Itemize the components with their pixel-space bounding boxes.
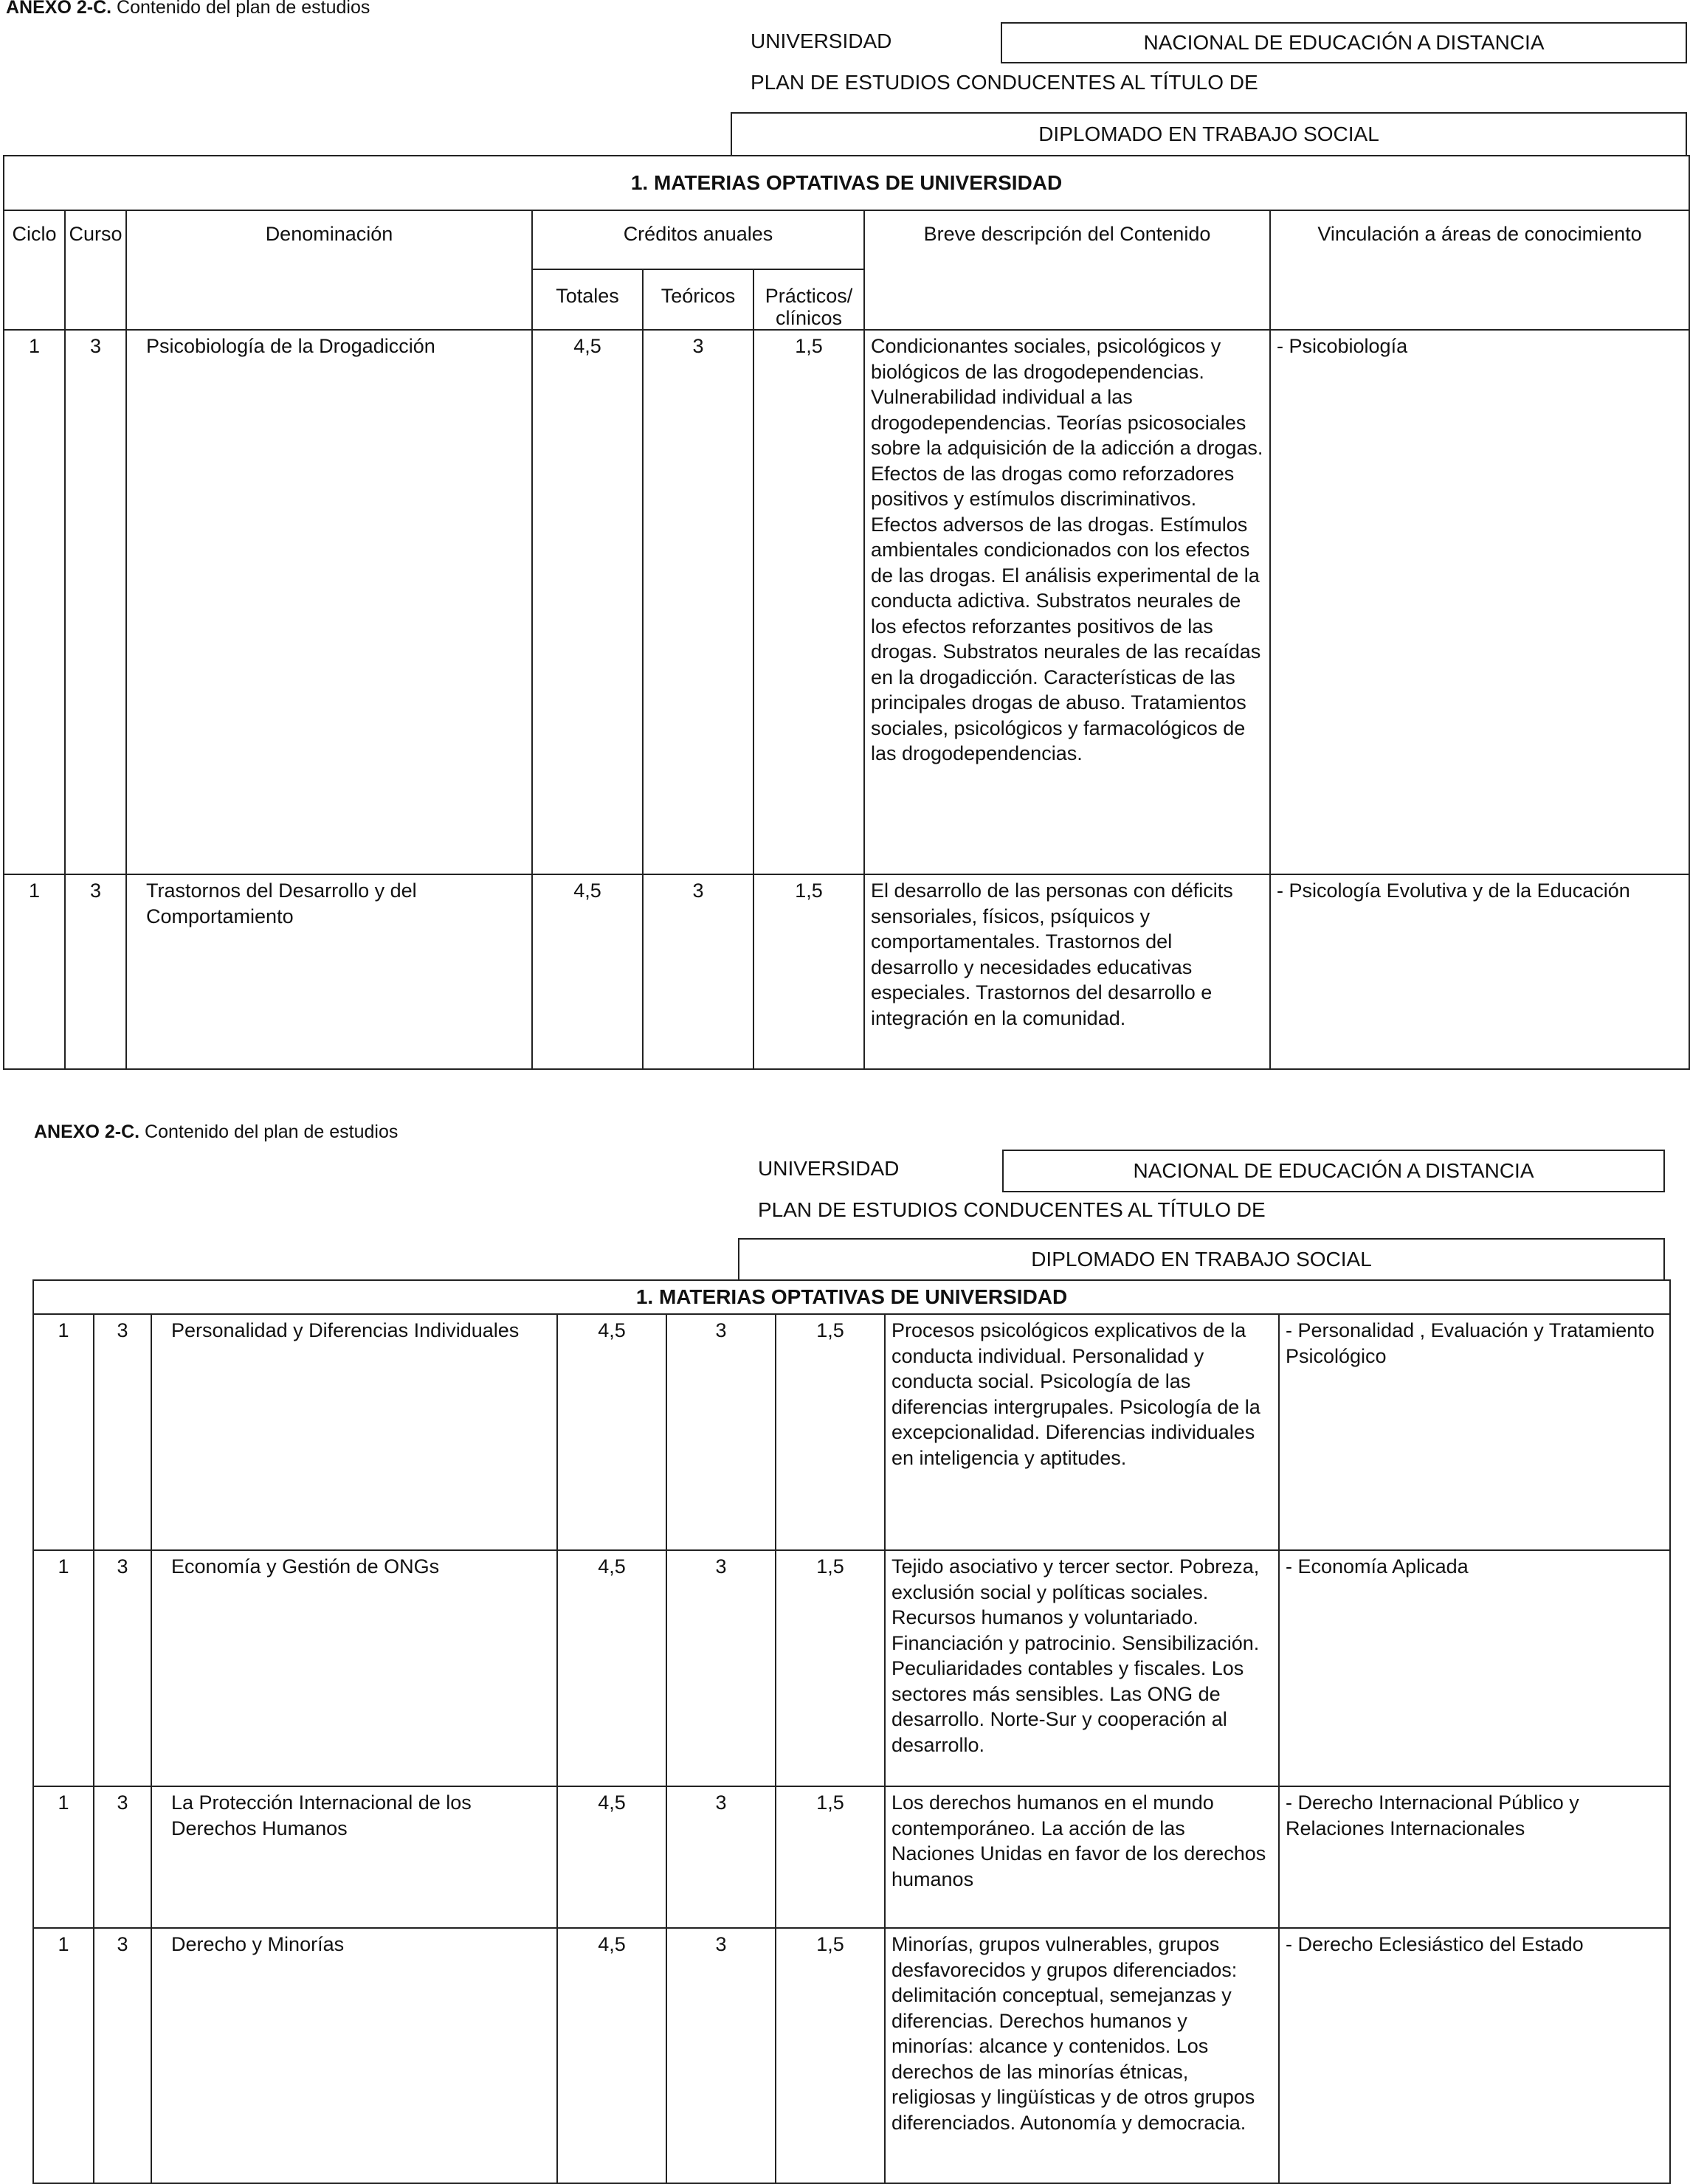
anexo-heading <box>6 0 370 18</box>
cell-curso: 3 <box>94 1314 151 1550</box>
materias-table-1 <box>3 155 1690 1070</box>
cell-curso: 3 <box>94 1928 151 2183</box>
cell-area: - Derecho Internacional Público y Relaciones Internacionales <box>1279 1786 1670 1928</box>
cell-ciclo: 1 <box>33 1928 94 2183</box>
table-row <box>4 330 1689 874</box>
universidad-value-box <box>1001 22 1687 63</box>
cell-practicos: 1,5 <box>753 874 864 1069</box>
cell-totales: 4,5 <box>557 1928 666 2183</box>
cell-teoricos: 3 <box>666 1786 776 1928</box>
cell-ciclo: 1 <box>4 874 65 1069</box>
cell-practicos: 1,5 <box>776 1550 885 1786</box>
cell-descripcion: Procesos psicológicos explicativos de la conducta individual. Personalidad y conducta social. Psicología de las diferencias intergrupales. Psicología de la excepcionalidad. Diferencias individuales en inteligencia y aptitudes. <box>885 1314 1279 1550</box>
col-ciclo: Ciclo <box>4 210 65 330</box>
table-title: 1. MATERIAS OPTATIVAS DE UNIVERSIDAD <box>4 156 1689 210</box>
col-curso: Curso <box>65 210 126 330</box>
cell-curso: 3 <box>94 1550 151 1786</box>
col-totales: Totales <box>532 269 643 330</box>
cell-denominacion: Derecho y Minorías <box>151 1928 557 2183</box>
cell-practicos: 1,5 <box>776 1314 885 1550</box>
cell-denominacion: Trastornos del Desarrollo y del Comportamiento <box>126 874 532 1069</box>
universidad-label: UNIVERSIDAD <box>751 30 892 52</box>
cell-ciclo: 1 <box>33 1550 94 1786</box>
cell-totales: 4,5 <box>557 1314 666 1550</box>
cell-ciclo: 1 <box>4 330 65 874</box>
cell-practicos: 1,5 <box>776 1928 885 2183</box>
col-vinculacion: Vinculación a áreas de conocimiento <box>1270 210 1689 330</box>
table-row <box>33 1928 1670 2183</box>
cell-curso: 3 <box>65 330 126 874</box>
table-title: 1. MATERIAS OPTATIVAS DE UNIVERSIDAD <box>33 1280 1670 1314</box>
cell-curso: 3 <box>65 874 126 1069</box>
cell-totales: 4,5 <box>532 330 643 874</box>
cell-denominacion: Personalidad y Diferencias Individuales <box>151 1314 557 1550</box>
cell-descripcion: Condicionantes sociales, psicológicos y biológicos de las drogodependencias. Vulnerabilidad individual a las drogodependencias. Teorías psicosociales sobre la adquisición de la adicción a drogas. Efectos de las drogas como reforzadores positivos y estímulos discriminativos. Efectos adversos de las drogas. Estímulos ambientales condicionados con los efectos de las drogas. El análisis experimental de la conducta adictiva. Substratos neurales de los efectos reforzantes positivos de las drogas. Substratos neurales de las recaídas en la drogadicción. Características de las principales drogas de abuso. Tratamientos sociales, psicológicos y farmacológicos de las drogodependencias. <box>864 330 1270 874</box>
cell-teoricos: 3 <box>666 1550 776 1786</box>
cell-area: - Psicobiología <box>1270 330 1689 874</box>
cell-descripcion: Tejido asociativo y tercer sector. Pobreza, exclusión social y políticas sociales. Recursos humanos y voluntariado. Financiación y patrocinio. Sensibilización. Peculiaridades contables y fiscales. Los sectores más sensibles. Las ONG de desarrollo. Norte-Sur y cooperación al desarrollo. <box>885 1550 1279 1786</box>
cell-denominacion: La Protección Internacional de los Derechos Humanos <box>151 1786 557 1928</box>
table-row <box>33 1786 1670 1928</box>
titulo-value: DIPLOMADO EN TRABAJO SOCIAL <box>1038 122 1379 145</box>
col-descripcion: Breve descripción del Contenido <box>864 210 1270 330</box>
col-creditos: Créditos anuales <box>532 210 864 269</box>
anexo-text: Contenido del plan de estudios <box>117 0 370 18</box>
titulo-value: DIPLOMADO EN TRABAJO SOCIAL <box>1031 1248 1372 1271</box>
universidad-value: NACIONAL DE EDUCACIÓN A DISTANCIA <box>1133 1159 1534 1182</box>
table-row <box>33 1314 1670 1550</box>
cell-teoricos: 3 <box>643 874 753 1069</box>
cell-descripcion: Minorías, grupos vulnerables, grupos desfavorecidos y grupos diferenciados: delimitación conceptual, semejanzas y diferencias. Derechos humanos y minorías: alcance y contenidos. Los derechos de las minorías étnicas, religiosas y lingüísticas y de otros grupos diferenciados. Autonomía y democracia. <box>885 1928 1279 2183</box>
anexo-label: ANEXO 2-C. <box>6 0 112 18</box>
cell-area: - Psicología Evolutiva y de la Educación <box>1270 874 1689 1069</box>
col-denominacion: Denominación <box>126 210 532 330</box>
col-teoricos: Teóricos <box>643 269 753 330</box>
universidad-value: NACIONAL DE EDUCACIÓN A DISTANCIA <box>1143 31 1545 54</box>
cell-teoricos: 3 <box>643 330 753 874</box>
anexo-heading <box>34 1122 398 1143</box>
cell-ciclo: 1 <box>33 1314 94 1550</box>
cell-area: - Personalidad , Evaluación y Tratamiento Psicológico <box>1279 1314 1670 1550</box>
cell-descripcion: Los derechos humanos en el mundo contemporáneo. La acción de las Naciones Unidas en favor de los derechos humanos <box>885 1786 1279 1928</box>
cell-denominacion: Psicobiología de la Drogadicción <box>126 330 532 874</box>
cell-totales: 4,5 <box>557 1550 666 1786</box>
table-row <box>4 874 1689 1069</box>
cell-teoricos: 3 <box>666 1314 776 1550</box>
universidad-label: UNIVERSIDAD <box>758 1157 900 1180</box>
cell-area: - Economía Aplicada <box>1279 1550 1670 1786</box>
titulo-value-box <box>731 112 1687 155</box>
cell-curso: 3 <box>94 1786 151 1928</box>
anexo-text: Contenido del plan de estudios <box>145 1122 399 1142</box>
cell-ciclo: 1 <box>33 1786 94 1928</box>
cell-practicos: 1,5 <box>776 1786 885 1928</box>
anexo-label: ANEXO 2-C. <box>34 1122 140 1142</box>
cell-totales: 4,5 <box>532 874 643 1069</box>
plan-label: PLAN DE ESTUDIOS CONDUCENTES AL TÍTULO DE <box>758 1198 1266 1221</box>
titulo-value-box <box>738 1238 1665 1279</box>
plan-label: PLAN DE ESTUDIOS CONDUCENTES AL TÍTULO DE <box>751 71 1258 94</box>
cell-denominacion: Economía y Gestión de ONGs <box>151 1550 557 1786</box>
col-practicos: Prácticos/ clínicos <box>753 269 864 330</box>
cell-teoricos: 3 <box>666 1928 776 2183</box>
cell-totales: 4,5 <box>557 1786 666 1928</box>
cell-area: - Derecho Eclesiástico del Estado <box>1279 1928 1670 2183</box>
table-row <box>33 1550 1670 1786</box>
universidad-value-box <box>1002 1150 1665 1192</box>
cell-practicos: 1,5 <box>753 330 864 874</box>
materias-table-2 <box>32 1279 1671 2184</box>
cell-descripcion: El desarrollo de las personas con déficits sensoriales, físicos, psíquicos y comportamentales. Trastornos del desarrollo y necesidades educativas especiales. Trastornos del desarrollo e integración en la comunidad. <box>864 874 1270 1069</box>
